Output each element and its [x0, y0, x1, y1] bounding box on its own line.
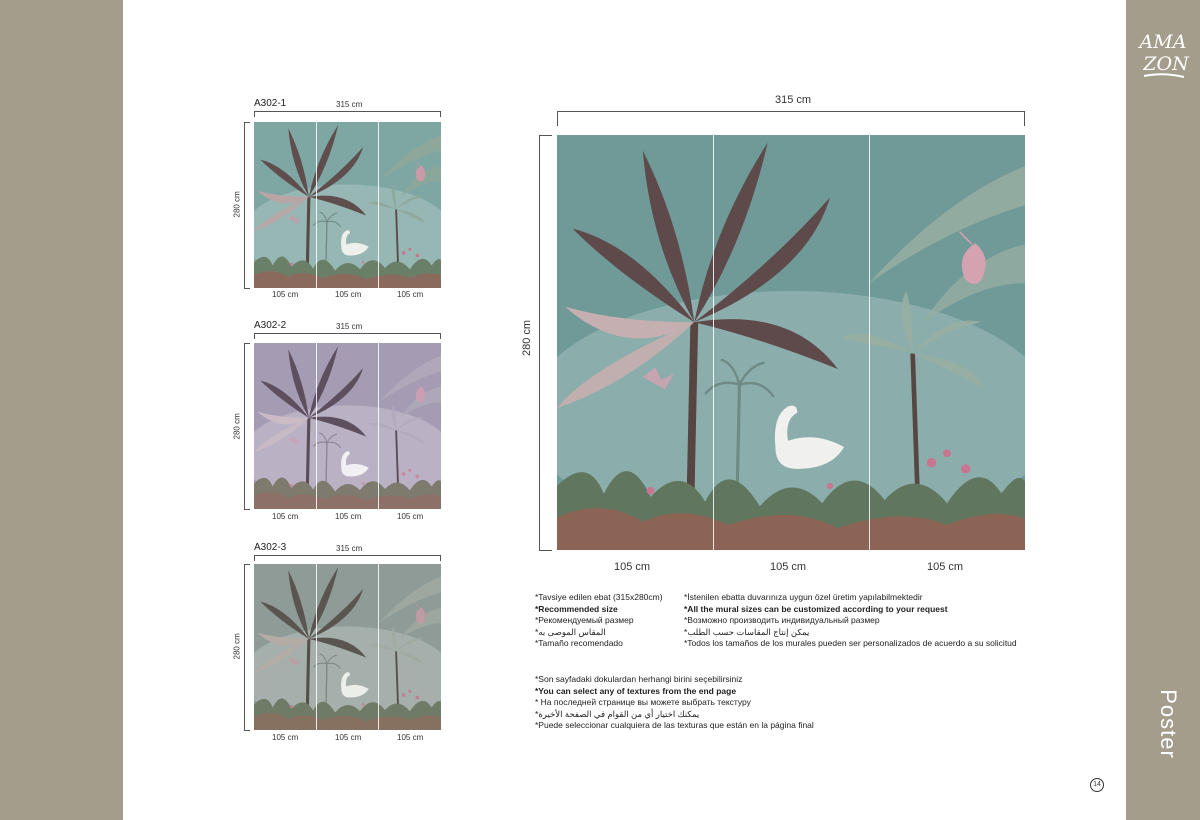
section-label: Poster	[1156, 689, 1181, 759]
texture-notes	[535, 674, 814, 732]
panel-width-label: 105 cm	[397, 512, 424, 521]
panel-width-label: 105 cm	[335, 512, 362, 521]
dimension-tick	[254, 111, 255, 117]
note-line: *You can select any of textures from the end page	[535, 685, 737, 696]
dimension-tick	[440, 333, 441, 339]
dimension-tick	[539, 550, 552, 551]
main-panel-width-label: 105 cm	[614, 561, 651, 573]
variant-code: A302-2	[254, 320, 287, 331]
brand-logo	[1136, 26, 1190, 82]
main-height-label: 280 cm	[521, 319, 533, 356]
main-panel-width-label: 105 cm	[927, 561, 964, 573]
note-line: *İstenilen ebatta duvarınıza uygun özel üretim yapılabilmektedir	[684, 592, 923, 602]
panel-width-label: 105 cm	[397, 290, 424, 299]
note-line: *المقاس الموصى به	[535, 626, 606, 637]
dimension-tick	[254, 333, 255, 339]
dimension-tick	[244, 564, 250, 565]
svg-text:ZON: ZON	[1143, 53, 1189, 75]
panel-width-label: 105 cm	[272, 512, 299, 521]
main-width-dimension-line	[557, 111, 1025, 112]
main-width-label: 315 cm	[775, 94, 812, 106]
variant-width-label: 315 cm	[336, 544, 363, 553]
variant-code: A302-3	[254, 542, 287, 553]
dimension-tick	[254, 555, 255, 561]
note-line: *Son sayfadaki dokulardan herhangi birini seçebilirsiniz	[535, 674, 743, 684]
dimension-tick	[244, 343, 250, 344]
panel-width-label: 105 cm	[335, 733, 362, 742]
note-line: *Tamaño recomendado	[535, 638, 623, 648]
main-panel-width-label: 105 cm	[770, 561, 807, 573]
dimension-tick	[539, 135, 552, 136]
panel-width-label: 105 cm	[335, 290, 362, 299]
variant-height-label: 280 cm	[232, 413, 242, 440]
width-dimension-line	[254, 333, 441, 334]
note-line: *Tavsiye edilen ebat (315x280cm)	[535, 592, 663, 602]
note-line: *يمكنك اختيار أي من القوام في الصفحة الأخيرة	[535, 708, 700, 719]
note-line: *Возможно производить индивидуальный размер	[684, 615, 880, 625]
variant-height-label: 280 cm	[232, 633, 242, 660]
width-dimension-line	[254, 555, 441, 556]
mural-preview-a302-2	[254, 343, 441, 509]
variant-width-label: 315 cm	[336, 322, 363, 331]
note-line: *يمكن إنتاج المقاسات حسب الطلب	[684, 626, 810, 637]
dimension-tick	[557, 111, 558, 126]
dimension-tick	[440, 555, 441, 561]
recommended-size-notes	[535, 592, 663, 650]
note-line: *All the mural sizes can be customized according to your request	[684, 603, 948, 614]
mural-preview-a302-3	[254, 564, 441, 730]
note-line: *Рекомендуемый размер	[535, 615, 634, 625]
dimension-tick	[244, 730, 250, 731]
panel-width-label: 105 cm	[397, 733, 424, 742]
variant-code: A302-1	[254, 98, 287, 109]
dimension-tick	[244, 509, 250, 510]
svg-text:AMA: AMA	[1139, 31, 1187, 53]
mural-preview-a302-1	[254, 122, 441, 288]
dimension-tick	[244, 288, 250, 289]
width-dimension-line	[254, 111, 441, 112]
note-line: *Todos los tamaños de los murales pueden ser personalizados de acuerdo a su solicitud	[684, 638, 1017, 648]
page-number: 14	[1090, 778, 1104, 792]
panel-width-label: 105 cm	[272, 290, 299, 299]
variant-width-label: 315 cm	[336, 100, 363, 109]
custom-size-notes	[684, 592, 1017, 650]
variant-height-label: 280 cm	[232, 191, 242, 218]
dimension-tick	[244, 122, 250, 123]
note-line: * На последней странице вы можете выбрать текстуру	[535, 697, 751, 707]
note-line: *Puede seleccionar cualquiera de las texturas que están en la página final	[535, 720, 814, 730]
main-mural-image	[557, 135, 1025, 550]
dimension-tick	[1024, 111, 1025, 126]
note-line: *Recommended size	[535, 603, 618, 614]
dimension-tick	[440, 111, 441, 117]
panel-width-label: 105 cm	[272, 733, 299, 742]
